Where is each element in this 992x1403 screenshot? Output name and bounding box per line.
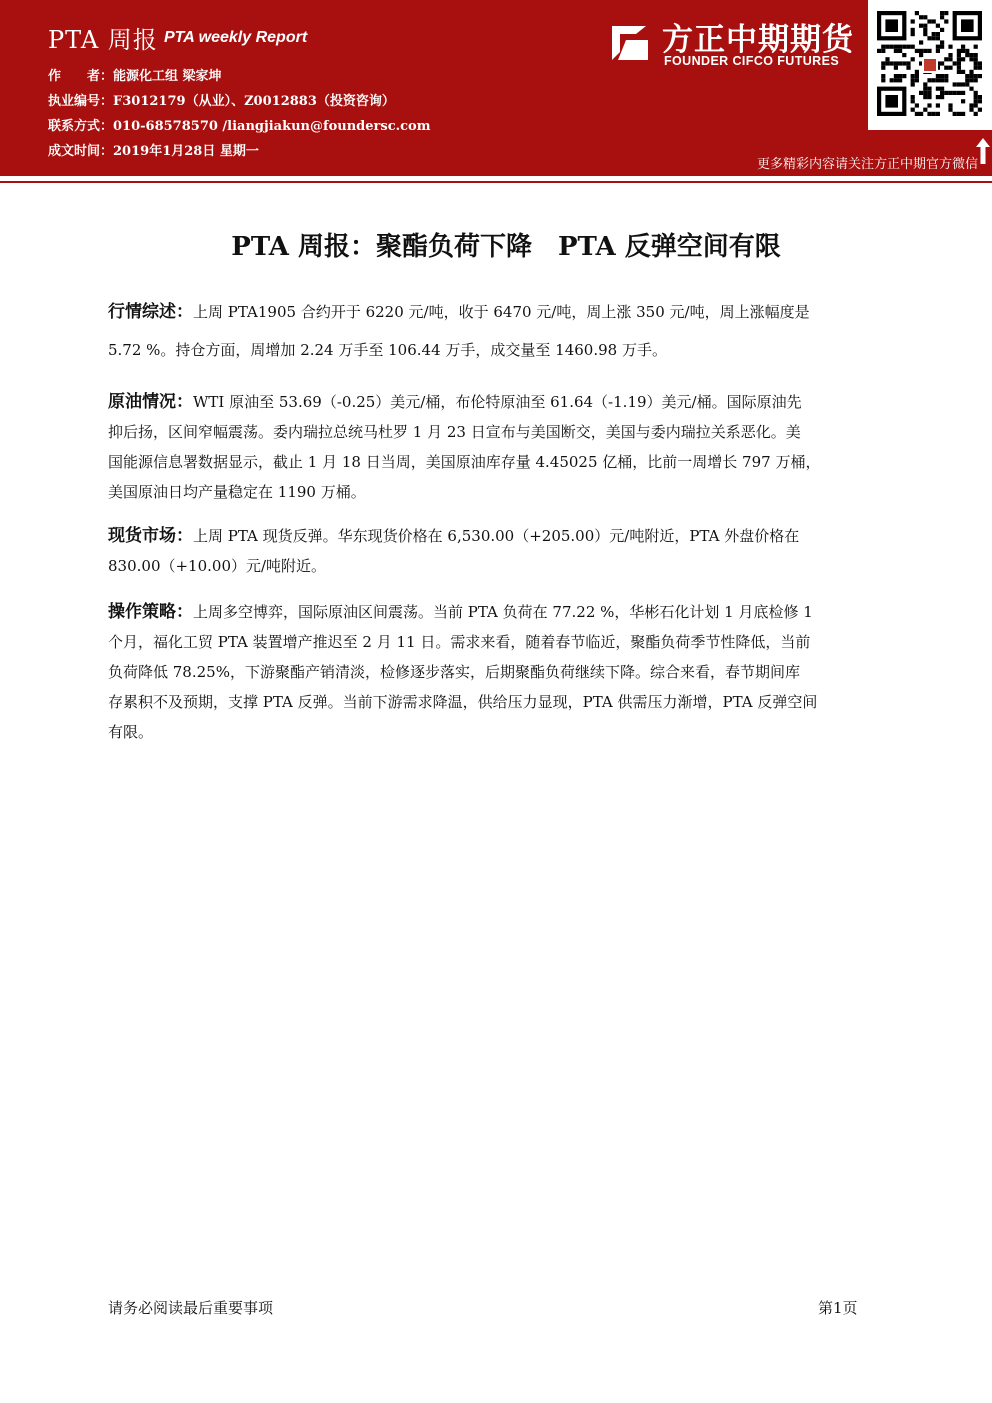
meta-label: 作 者： — [48, 69, 114, 84]
section-heading: 行情综述： — [108, 302, 193, 322]
section-text: 美国原油日均产量稳定在 1190 万桶。 — [108, 483, 366, 501]
logo-chinese-name: 方正中期期货 — [662, 22, 854, 58]
section-text: WTI 原油至 53.69（-0.25）美元/桶，布伦特原油至 61.64（-1.19）美元/桶。国际原油先 — [193, 393, 802, 411]
company-logo — [606, 14, 866, 74]
section-line — [108, 387, 908, 417]
meta-label: 联系方式： — [48, 119, 114, 134]
section-line — [108, 597, 908, 627]
section-heading: 现货市场： — [108, 526, 193, 546]
section-market-summary — [108, 300, 908, 362]
section-strategy — [108, 597, 908, 747]
qr-code — [868, 0, 992, 130]
section-text: 有限。 — [108, 723, 154, 741]
section-spot-market — [108, 521, 908, 581]
meta-value: F3012179（从业）、Z0012883（投资咨询） — [113, 94, 395, 109]
section-text: 国能源信息署数据显示，截止 1 月 18 日当周，美国原油库存量 4.45025 亿桶，比前一周增长 797 万桶， — [108, 453, 821, 471]
section-line — [108, 521, 908, 551]
section-heading: 原油情况： — [108, 392, 193, 412]
section-text: 上周 PTA1905 合约开于 6220 元/吨，收于 6470 元/吨，周上涨 350 元/吨，周上涨幅度是 — [193, 303, 810, 321]
section-heading: 操作策略： — [108, 602, 193, 622]
section-text: 个月，福化工贸 PTA 装置增产推迟至 2 月 11 日。需求来看，随着春节临近，聚酯负荷季节性降低，当前 — [108, 633, 811, 651]
page-number: 第1页 — [818, 1299, 858, 1317]
report-series-title: PTA 周报 — [48, 26, 158, 54]
wechat-follow-note: 更多精彩内容请关注方正中期官方微信 — [756, 157, 978, 172]
arrow-up-icon — [976, 138, 990, 164]
meta-value: 010-68578570 /liangjiakun@foundersc.com — [113, 119, 431, 134]
meta-value: 能源化工组 梁家坤 — [113, 69, 222, 84]
meta-label: 执业编号： — [48, 94, 114, 109]
meta-label: 成文时间： — [48, 144, 114, 159]
report-series-subtitle: PTA weekly Report — [164, 29, 308, 46]
document-title: PTA 周报：聚酯负荷下降 PTA 反弹空间有限 — [231, 232, 781, 262]
header-divider — [0, 181, 992, 183]
meta-license — [48, 94, 395, 110]
meta-author — [48, 69, 222, 85]
report-header — [0, 0, 992, 176]
section-text: 830.00（+10.00）元/吨附近。 — [108, 557, 327, 575]
meta-contact — [48, 119, 430, 135]
meta-date — [48, 144, 259, 160]
footer-notice: 请务必阅读最后重要事项 — [108, 1299, 274, 1317]
section-text: 存累积不及预期，支撑 PTA 反弹。当前下游需求降温，供给压力显现，PTA 供需压力渐增，PTA 反弹空间 — [108, 693, 818, 711]
meta-value: 2019年1月28日 星期一 — [113, 144, 259, 159]
qr-code-icon — [877, 8, 983, 120]
section-text: 5.72 %。持仓方面，周增加 2.24 万手至 106.44 万手，成交量至 1460.98 万手。 — [108, 341, 667, 359]
section-line — [108, 300, 908, 338]
logo-mark-icon — [606, 18, 654, 66]
section-text: 负荷降低 78.25%，下游聚酯产销清淡，检修逐步落实，后期聚酯负荷继续下降。综合来看，春节期间库 — [108, 663, 800, 681]
section-text: 上周多空博弈，国际原油区间震荡。当前 PTA 负荷在 77.22 %，华彬石化计划 1 月底检修 1 — [193, 603, 813, 621]
section-text: 上周 PTA 现货反弹。华东现货价格在 6,530.00（+205.00）元/吨附近，PTA 外盘价格在 — [193, 527, 800, 545]
logo-english-name: FOUNDER CIFCO FUTURES — [664, 54, 840, 68]
section-crude-oil — [108, 387, 908, 507]
section-text: 抑后扬，区间窄幅震荡。委内瑞拉总统马杜罗 1 月 23 日宣布与美国断交，美国与委内瑞拉关系恶化。美 — [108, 423, 801, 441]
